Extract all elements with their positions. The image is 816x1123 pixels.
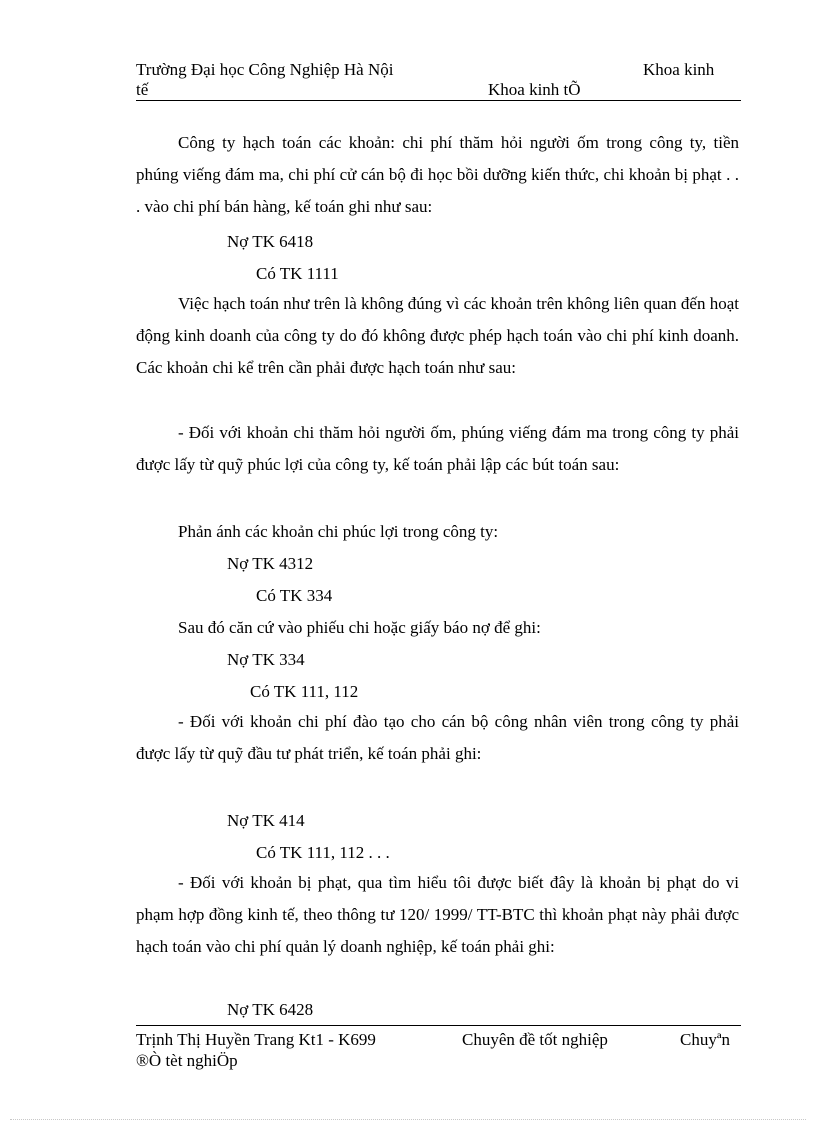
footer-title-legacy-start: Chuyªn (680, 1030, 731, 1049)
header-rule (136, 100, 741, 101)
footer-title: Chuyên đề tốt nghiệp (462, 1030, 608, 1049)
entry-debit-4312: Nợ TK 4312 (227, 554, 314, 573)
welfare-caption: Phản ánh các khoản chi phúc lợi trong công ty: (178, 522, 499, 541)
entry-debit-334: Nợ TK 334 (227, 650, 305, 669)
footer-title-legacy-end: ®Ò tèt nghiÖp (136, 1051, 238, 1070)
paragraph-training: - Đối với khoản chi phí đào tạo cho cán bộ công nhân viên trong công ty phải được lấy từ quỹ đầu tư phát triển, kế toán phải ghi: (136, 712, 739, 764)
paragraph-intro: Công ty hạch toán các khoản: chi phí thăm hỏi người ốm trong công ty, tiền phúng viếng đám ma, chi phí cử cán bộ đi học bồi dưỡng kiến thức, chi khoản bị phạt . . . vào chi phí bán hàng, kế toán ghi như sau: (136, 133, 739, 217)
footer-author: Trịnh Thị Huyền Trang Kt1 - K699 (136, 1030, 376, 1049)
entry-debit-6418: Nợ TK 6418 (227, 232, 314, 251)
voucher-caption: Sau đó căn cứ vào phiếu chi hoặc giấy báo nợ để ghi: (178, 618, 541, 637)
paragraph-analysis: Việc hạch toán như trên là không đúng vì các khoản trên không liên quan đến hoạt động kinh doanh của công ty do đó không được phép hạch toán vào chi phí kinh doanh. Các khoản chi kể trên cần phải được hạch toán như sau: (136, 294, 739, 378)
header-department-legacy: Khoa kinh tÕ (488, 80, 581, 99)
entry-credit-334: Có TK 334 (256, 586, 333, 605)
header-department: Khoa kinh (643, 60, 715, 79)
entry-debit-6428: Nợ TK 6428 (227, 1000, 314, 1019)
entry-credit-111-112-cont: Có TK 111, 112 . . . (256, 843, 390, 862)
footer-rule (136, 1025, 741, 1026)
header-school-name: Trường Đại học Công Nghiệp Hà Nội (136, 60, 394, 79)
entry-debit-414: Nợ TK 414 (227, 811, 305, 830)
paragraph-penalty: - Đối với khoản bị phạt, qua tìm hiểu tôi được biết đây là khoản bị phạt do vi phạm hợp đồng kinh tế, theo thông tư 120/ 1999/ TT-BTC thì khoản phạt này phải được hạch toán vào chi phí quản lý doanh nghiệp, kế toán phải ghi: (136, 873, 739, 957)
entry-credit-111-112: Có TK 111, 112 (250, 682, 359, 701)
paragraph-welfare: - Đối với khoản chi thăm hỏi người ốm, phúng viếng đám ma trong công ty phải được lấy từ quỹ phúc lợi của công ty, kế toán phải lập các bút toán sau: (136, 423, 739, 475)
entry-credit-1111: Có TK 1111 (256, 264, 339, 283)
page-bottom-border (10, 1119, 806, 1120)
header-wrap-text: tế (136, 80, 149, 99)
